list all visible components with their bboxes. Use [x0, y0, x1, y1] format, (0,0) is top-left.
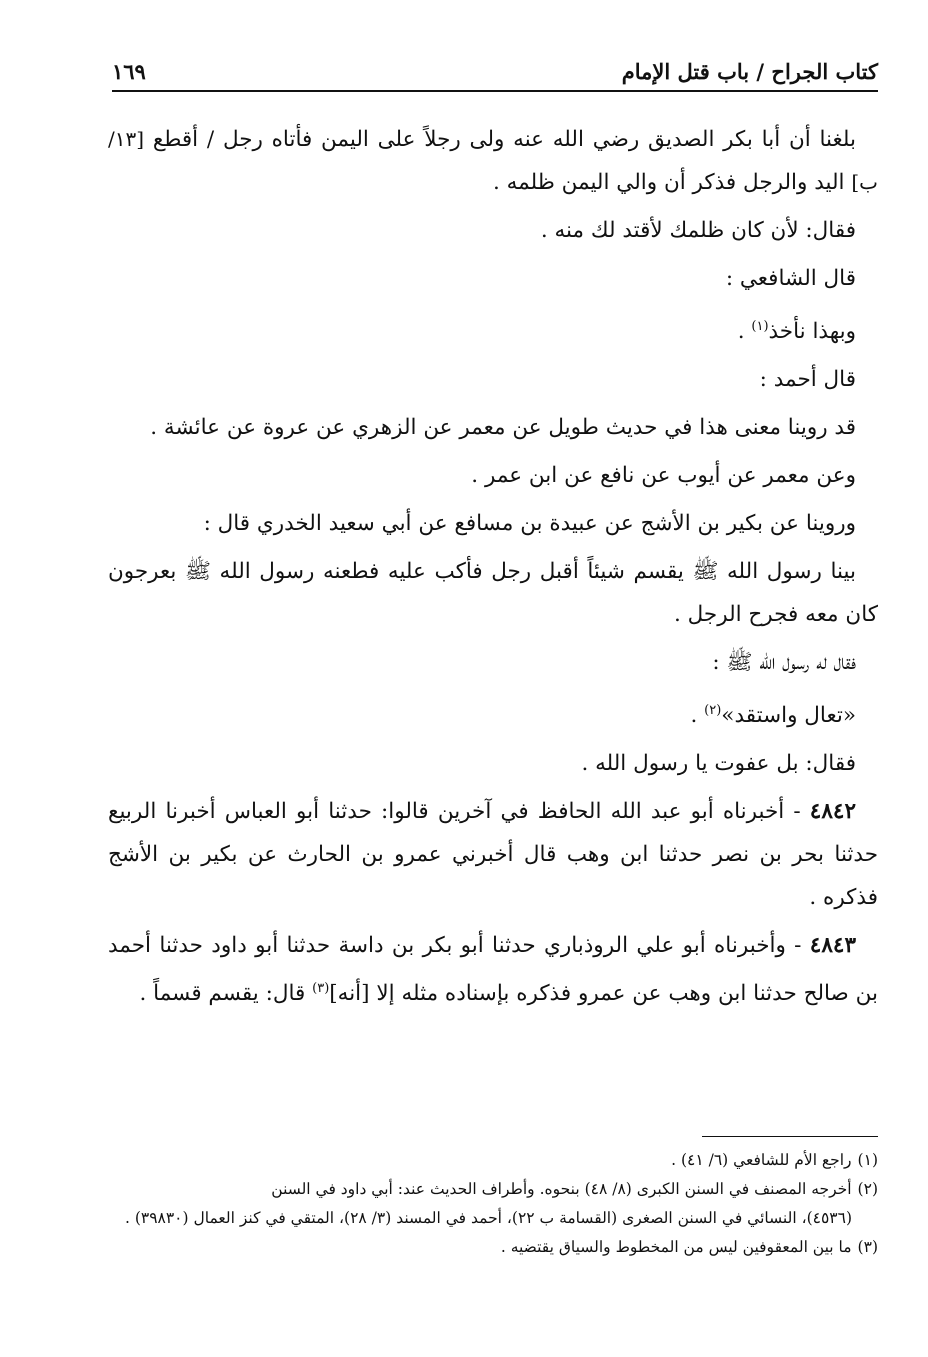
- hadith-number-4842: ٤٨٤٢: [809, 799, 856, 825]
- footnote-ref-3: (٣): [312, 981, 330, 997]
- hadith-number-4843: ٤٨٤٣: [809, 933, 856, 959]
- hadith-4842: [108, 790, 878, 919]
- footnote-3: [108, 1233, 878, 1262]
- paragraph-5: قال أحمد :: [759, 367, 856, 393]
- running-title: كتاب الجراح / باب قتل الإمام: [621, 59, 878, 84]
- paragraph-4-end: .: [737, 319, 752, 345]
- paragraph-7: وعن معمر عن أيوب عن نافع عن ابن عمر .: [471, 463, 856, 489]
- paragraph-1-continuation: اليد والرجل فذكر أن والي اليمن ظلمه .: [492, 170, 845, 195]
- page-number: ١٦٩: [112, 59, 146, 84]
- footnote-1: [108, 1146, 878, 1175]
- paragraph-11-text: «تعال واستقد»: [721, 703, 856, 729]
- paragraph-9: بينا رسول الله ﷺ يقسم شيئاً أقبل رجل فأكب عليه فطعنه رسول الله ﷺ بعرجون كان معه فجرح الرجل .: [108, 559, 878, 628]
- hadith-4843: [108, 924, 878, 1015]
- paragraph-4-text: وبهذا نأخذ: [768, 319, 856, 345]
- footnote-1-text: راجع الأم للشافعي (٦/ ٤١) .: [671, 1151, 852, 1169]
- main-text: [108, 118, 878, 1020]
- footnote-3-text: ما بين المعقوفين ليس من المخطوط والسياق يقتضيه .: [500, 1238, 852, 1256]
- footnote-2-number: (٢): [857, 1180, 878, 1198]
- hadith-4843-text-a: - وأخبرناه أبو علي الروذباري حدثنا أبو بكر بن داسة حدثنا أبو داود حدثنا أحمد بن صالح حدثنا ابن وهب عن عمرو فذكره بإسناده مثله إلا [أنه]: [108, 933, 878, 1007]
- footnote-3-number: (٣): [857, 1238, 878, 1256]
- footnote-1-number: (١): [857, 1151, 878, 1169]
- paragraph-10: فقال له رسول الله ﷺ :: [712, 650, 856, 676]
- paragraph-12: فقال: بل عفوت يا رسول الله .: [581, 751, 856, 777]
- footnote-ref-1: (١): [751, 319, 769, 334]
- paragraph-11: [108, 689, 878, 737]
- footnote-2-continuation: (٤٥٣٦)، النسائي في السنن الصغرى (القسامة ب ٢٢)، أحمد في المسند (٣/ ٢٨)، المتقي في كنز العمال (٣٩٨٣٠) .: [124, 1209, 852, 1227]
- footnotes: [108, 1146, 878, 1262]
- paragraph-11-end: .: [690, 703, 705, 729]
- paragraph-1: [108, 118, 878, 204]
- paragraph-8: وروينا عن بكير بن الأشج عن عبيدة بن مسافع عن أبي سعيد الخدري قال :: [203, 511, 856, 537]
- paragraph-6: قد روينا معنى هذا في حديث طويل عن معمر عن الزهري عن عروة عن عائشة .: [150, 415, 856, 441]
- footnote-ref-2: (٢): [704, 703, 722, 719]
- paragraph-3: قال الشافعي :: [725, 266, 856, 291]
- paragraph-2: فقال: لأن كان ظلمك لأقتد لك منه .: [540, 218, 856, 243]
- paragraph-4: [108, 305, 878, 353]
- hadith-4842-text: - أخبرناه أبو عبد الله الحافظ في آخرين قالوا: حدثنا أبو العباس أخبرنا الربيع حدثنا بحر بن نصر حدثنا ابن وهب قال أخبرني عمرو بن الحارث عن بكير بن الأشج فذكره .: [108, 799, 878, 911]
- footnote-divider: [702, 1136, 878, 1137]
- page-header: [112, 52, 878, 92]
- paragraph-1-text: بلغنا أن أبا بكر الصديق رضي الله عنه ولى رجلاً على اليمن فأتاه رجل / أقطع: [152, 127, 856, 152]
- hadith-4843-text-b: قال: يقسم قسماً .: [139, 981, 313, 1007]
- footnote-2: [108, 1175, 878, 1204]
- folio-marker: [١٣/ ب]: [108, 127, 878, 194]
- footnote-2-text: أخرجه المصنف في السنن الكبرى (٨/ ٤٨) بنحوه. وأطراف الحديث عند: أبي داود في السنن: [271, 1180, 852, 1198]
